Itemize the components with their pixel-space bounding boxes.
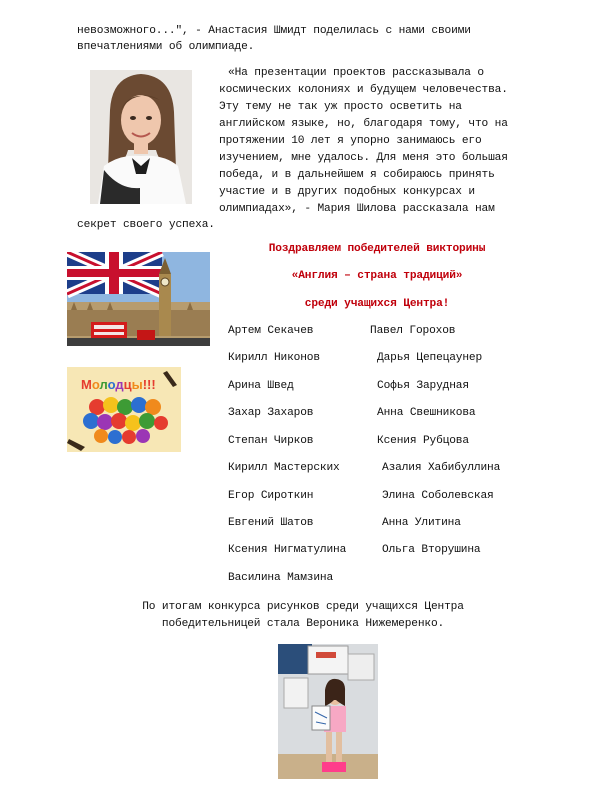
winner-name: Дарья Цепецаунер	[377, 352, 483, 364]
drawing-contest-line-2: победительницей стала Вероника Нижемеренко.	[161, 618, 445, 630]
intro-line-1: невозможного...", - Анастасия Шмидт поделилась с нами своими	[77, 25, 471, 37]
molodtsy-picture	[67, 367, 181, 452]
winner-name: Егор Сироткин	[228, 490, 314, 502]
congrats-line-3: среди учащихся Центра!	[304, 298, 450, 310]
quote-line: участие и в других подобных конкурсах и	[219, 186, 475, 198]
winner-name: Анна Улитина	[382, 517, 461, 529]
winner-name: Кирилл Никонов	[228, 352, 320, 364]
winner-name: Степан Чирков	[228, 435, 314, 447]
winner-name: Евгений Шатов	[228, 517, 314, 529]
intro-line-2: впечатлениями об олимпиаде.	[77, 41, 255, 53]
congrats-line-2: «Англия – страна традиций»	[291, 270, 463, 282]
quote-line: английском языке, но, благодаря тому, что на	[219, 118, 508, 130]
london-photo	[67, 252, 210, 346]
winner-name: Артем Секачев	[228, 325, 314, 337]
student-portrait-photo	[90, 70, 192, 204]
quote-line: олимпиадах», - Мария Шилова рассказала нам	[219, 203, 495, 215]
winner-name: Софья Зарудная	[377, 380, 469, 392]
drawing-contest-line-1: По итогам конкурса рисунков среди учащихся Центра	[142, 601, 464, 613]
winner-name: Арина Швед	[228, 380, 294, 392]
quote-line: протяжении 10 лет я упорно занимаюсь его	[219, 135, 482, 147]
quote-line: секрет своего успеха.	[77, 219, 215, 231]
congrats-line-1: Поздравляем победителей викторины	[268, 243, 486, 255]
winner-name: Анна Свешникова	[377, 407, 476, 419]
winner-name: Кирилл Мастерских	[228, 462, 340, 474]
winner-name: Захар Захаров	[228, 407, 314, 419]
winner-name: Ксения Рубцова	[377, 435, 469, 447]
quote-line: космических колониях и будущем человечества.	[219, 84, 508, 96]
winner-name: Павел Горохов	[370, 325, 456, 337]
quote-line: Эту тему не так уж просто осветить на	[219, 101, 462, 113]
winner-name: Азалия Хабибуллина	[382, 462, 501, 474]
quote-line: победа, и в дальнейшем я собираюсь принять	[219, 169, 495, 181]
winner-name: Ольга Вторушина	[382, 544, 481, 556]
quote-line: изучением, мне удалось. Для меня это большая	[219, 152, 508, 164]
svg-text:Молодцы!!!: Молодцы!!!	[81, 377, 156, 392]
quote-line: «На презентации проектов рассказывала о	[228, 67, 484, 79]
winner-name: Василина Мамзина	[228, 572, 334, 584]
winner-name: Элина Соболевская	[382, 490, 494, 502]
winner-photo	[278, 644, 378, 779]
winner-name: Ксения Нигматулина	[228, 544, 347, 556]
